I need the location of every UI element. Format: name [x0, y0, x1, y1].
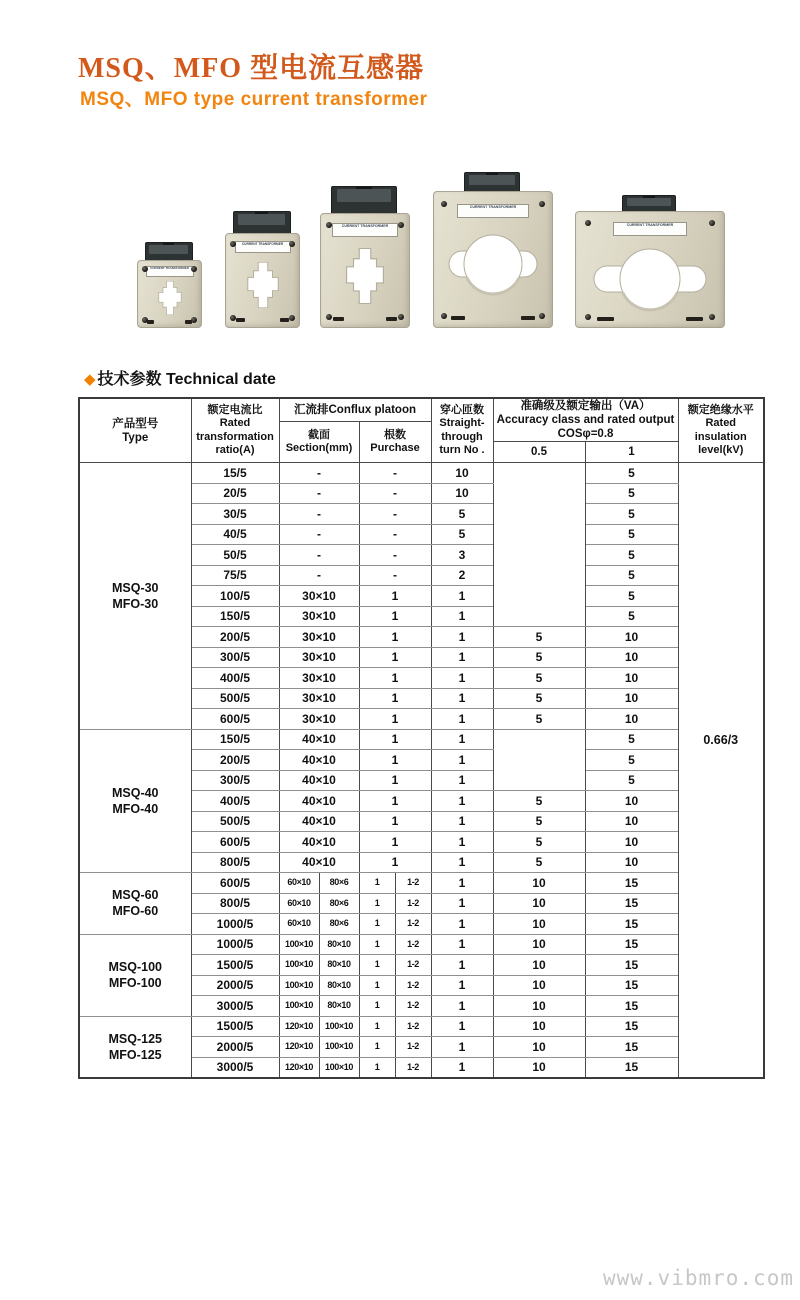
va05-cell: 5: [493, 668, 585, 689]
va1-cell: 5: [585, 545, 678, 566]
section-cell: 120×10: [279, 1016, 319, 1037]
va05-cell: 5: [493, 627, 585, 648]
type-cell: MSQ-60 MFO-60: [79, 873, 191, 935]
va1-cell: 15: [585, 1057, 678, 1078]
ratio-cell: 75/5: [191, 565, 279, 586]
section-cell: 40×10: [279, 832, 359, 853]
va05-cell: 5: [493, 647, 585, 668]
turns-cell: 1: [431, 750, 493, 771]
va05-cell: 10: [493, 934, 585, 955]
product-photo-5: [575, 200, 723, 328]
product-label: CURRENT TRANSFORMER: [235, 241, 291, 253]
header-acc-05: 0.5: [493, 442, 585, 463]
product-label: CURRENT TRANSFORMER: [613, 222, 687, 236]
purchase-cell: 1: [359, 852, 431, 873]
turns-cell: 1: [431, 893, 493, 914]
mount-slot: [386, 317, 397, 321]
header-insulation: 额定绝缘水平 Rated insulation level(kV): [678, 398, 764, 463]
section-cell: 60×10: [279, 873, 319, 894]
va05-cell: 5: [493, 688, 585, 709]
mount-slot: [686, 317, 704, 321]
header-acc-1: 1: [585, 442, 678, 463]
mount-slot: [597, 317, 615, 321]
mount-slot: [147, 320, 155, 324]
section-heading: [84, 366, 276, 389]
va1-cell: 10: [585, 709, 678, 730]
turns-cell: 5: [431, 504, 493, 525]
purchase-cell: 1: [359, 1016, 395, 1037]
section-cell: 80×10: [319, 955, 359, 976]
turns-cell: 1: [431, 1057, 493, 1078]
section-cell: 100×10: [279, 955, 319, 976]
va05-cell: 5: [493, 791, 585, 812]
va05-cell: 10: [493, 1016, 585, 1037]
ratio-cell: 600/5: [191, 873, 279, 894]
ratio-cell: 500/5: [191, 811, 279, 832]
mount-slot: [185, 320, 193, 324]
product-photo-3: [320, 185, 408, 328]
stepped-aperture-icon: [244, 262, 282, 308]
screw-icon: [585, 220, 591, 226]
mount-slot: [333, 317, 344, 321]
section-cell: 80×6: [319, 893, 359, 914]
stepped-aperture-icon: [156, 281, 184, 315]
purchase-cell: 1-2: [395, 1037, 431, 1058]
screw-icon: [191, 266, 197, 272]
purchase-cell: 1-2: [395, 975, 431, 996]
va05-cell: 10: [493, 914, 585, 935]
turns-cell: 1: [431, 996, 493, 1017]
screw-icon: [191, 317, 197, 323]
type-cell: MSQ-125 MFO-125: [79, 1016, 191, 1078]
screw-icon: [441, 313, 447, 319]
section-cell: 60×10: [279, 893, 319, 914]
va1-cell: 15: [585, 873, 678, 894]
purchase-cell: 1: [359, 750, 431, 771]
va1-cell: 15: [585, 1016, 678, 1037]
turns-cell: 1: [431, 668, 493, 689]
va1-cell: 5: [585, 750, 678, 771]
ratio-cell: 150/5: [191, 606, 279, 627]
turns-cell: 1: [431, 811, 493, 832]
ratio-cell: 200/5: [191, 750, 279, 771]
mount-slot: [521, 316, 535, 320]
turns-cell: 5: [431, 524, 493, 545]
page-title: MSQ、MFO 型电流互感器: [78, 53, 425, 84]
purchase-cell: 1: [359, 1057, 395, 1078]
section-cell: 80×6: [319, 873, 359, 894]
screw-icon: [230, 241, 236, 247]
purchase-cell: 1: [359, 873, 395, 894]
ratio-cell: 600/5: [191, 832, 279, 853]
va1-cell: 5: [585, 770, 678, 791]
product-photo-1: [137, 238, 200, 328]
type-cell: MSQ-30 MFO-30: [79, 463, 191, 730]
va1-cell: 15: [585, 1037, 678, 1058]
purchase-cell: 1-2: [395, 955, 431, 976]
purchase-cell: 1: [359, 914, 395, 935]
tech-table: [78, 397, 765, 1079]
va1-cell: 10: [585, 668, 678, 689]
va05-cell: 5: [493, 709, 585, 730]
purchase-cell: 1: [359, 791, 431, 812]
ratio-cell: 400/5: [191, 791, 279, 812]
insulation-cell: 0.66/3: [678, 463, 764, 1079]
section-cell: 40×10: [279, 791, 359, 812]
section-title: 技术参数 Technical date: [97, 371, 276, 388]
section-cell: 30×10: [279, 647, 359, 668]
mount-slot: [236, 318, 245, 322]
purchase-cell: 1: [359, 668, 431, 689]
screw-icon: [289, 315, 295, 321]
screw-icon: [326, 314, 332, 320]
ratio-cell: 500/5: [191, 688, 279, 709]
va05-cell: 10: [493, 975, 585, 996]
turns-cell: 1: [431, 934, 493, 955]
turns-cell: 1: [431, 955, 493, 976]
section-cell: -: [279, 483, 359, 504]
va1-cell: 15: [585, 914, 678, 935]
section-cell: 100×10: [279, 934, 319, 955]
va05-cell: [493, 729, 585, 791]
va05-cell: 5: [493, 811, 585, 832]
turns-cell: 1: [431, 1016, 493, 1037]
turns-cell: 10: [431, 483, 493, 504]
va1-cell: 5: [585, 565, 678, 586]
purchase-cell: 1-2: [395, 1016, 431, 1037]
diamond-icon: ◆: [84, 371, 96, 388]
section-cell: 80×10: [319, 975, 359, 996]
ratio-cell: 2000/5: [191, 975, 279, 996]
ratio-cell: 300/5: [191, 770, 279, 791]
screw-icon: [709, 314, 715, 320]
va1-cell: 5: [585, 463, 678, 484]
ratio-cell: 600/5: [191, 709, 279, 730]
section-cell: 30×10: [279, 627, 359, 648]
header-conflux: 汇流排Conflux platoon: [279, 398, 431, 422]
section-cell: 120×10: [279, 1037, 319, 1058]
purchase-cell: 1: [359, 729, 431, 750]
table-row: [79, 1016, 764, 1037]
va1-cell: 5: [585, 504, 678, 525]
ratio-cell: 100/5: [191, 586, 279, 607]
purchase-cell: 1: [359, 606, 431, 627]
product-label: CURRENT TRANSFORMER: [332, 223, 398, 237]
section-cell: -: [279, 545, 359, 566]
purchase-cell: 1-2: [395, 893, 431, 914]
purchase-cell: 1: [359, 586, 431, 607]
product-photo-2: [225, 210, 298, 328]
va05-cell: 10: [493, 893, 585, 914]
ratio-cell: 2000/5: [191, 1037, 279, 1058]
ratio-cell: 15/5: [191, 463, 279, 484]
section-cell: 30×10: [279, 606, 359, 627]
section-cell: 100×10: [279, 996, 319, 1017]
ratio-cell: 150/5: [191, 729, 279, 750]
transformer-body: [225, 233, 300, 328]
section-cell: 30×10: [279, 709, 359, 730]
turns-cell: 1: [431, 770, 493, 791]
section-cell: 100×10: [319, 1037, 359, 1058]
va1-cell: 5: [585, 606, 678, 627]
va1-cell: 15: [585, 934, 678, 955]
round-aperture-icon: [592, 246, 708, 312]
section-cell: 100×10: [279, 975, 319, 996]
ratio-cell: 1000/5: [191, 934, 279, 955]
turns-cell: 1: [431, 852, 493, 873]
va05-cell: [493, 463, 585, 627]
watermark: www.vibmro.com: [602, 1266, 794, 1290]
turns-cell: 2: [431, 565, 493, 586]
header-ratio: 额定电流比 Rated transformation ratio(A): [191, 398, 279, 463]
purchase-cell: 1: [359, 975, 395, 996]
turns-cell: 1: [431, 873, 493, 894]
va05-cell: 10: [493, 996, 585, 1017]
va05-cell: 5: [493, 852, 585, 873]
ratio-cell: 30/5: [191, 504, 279, 525]
page-subtitle: MSQ、MFO type current transformer: [80, 89, 428, 110]
section-cell: -: [279, 524, 359, 545]
section-cell: 40×10: [279, 811, 359, 832]
va05-cell: 5: [493, 832, 585, 853]
ratio-cell: 300/5: [191, 647, 279, 668]
va1-cell: 15: [585, 996, 678, 1017]
turns-cell: 1: [431, 1037, 493, 1058]
header-type: 产品型号 Type: [79, 398, 191, 463]
ratio-cell: 1500/5: [191, 1016, 279, 1037]
screw-icon: [398, 222, 404, 228]
purchase-cell: 1-2: [395, 934, 431, 955]
purchase-cell: 1: [359, 647, 431, 668]
section-cell: 30×10: [279, 586, 359, 607]
section-cell: 80×10: [319, 996, 359, 1017]
product-label: CURRENT TRANSFORMER: [146, 266, 194, 277]
section-cell: 120×10: [279, 1057, 319, 1078]
va1-cell: 10: [585, 811, 678, 832]
purchase-cell: 1-2: [395, 996, 431, 1017]
purchase-cell: 1: [359, 832, 431, 853]
ratio-cell: 40/5: [191, 524, 279, 545]
turns-cell: 1: [431, 606, 493, 627]
table-row: [79, 729, 764, 750]
purchase-cell: 1: [359, 996, 395, 1017]
purchase-cell: -: [359, 565, 431, 586]
va1-cell: 5: [585, 586, 678, 607]
ratio-cell: 400/5: [191, 668, 279, 689]
va1-cell: 5: [585, 483, 678, 504]
va05-cell: 10: [493, 873, 585, 894]
va1-cell: 10: [585, 627, 678, 648]
type-cell: MSQ-100 MFO-100: [79, 934, 191, 1016]
ratio-cell: 1500/5: [191, 955, 279, 976]
screw-icon: [441, 201, 447, 207]
turns-cell: 1: [431, 709, 493, 730]
product-label: CURRENT TRANSFORMER: [457, 204, 529, 218]
turns-cell: 1: [431, 627, 493, 648]
purchase-cell: -: [359, 504, 431, 525]
mount-slot: [280, 318, 289, 322]
screw-icon: [539, 201, 545, 207]
va1-cell: 5: [585, 729, 678, 750]
ratio-cell: 3000/5: [191, 996, 279, 1017]
va05-cell: 10: [493, 1037, 585, 1058]
turns-cell: 1: [431, 832, 493, 853]
va1-cell: 10: [585, 688, 678, 709]
purchase-cell: 1: [359, 955, 395, 976]
section-cell: 100×10: [319, 1057, 359, 1078]
ratio-cell: 50/5: [191, 545, 279, 566]
va1-cell: 15: [585, 893, 678, 914]
purchase-cell: 1-2: [395, 914, 431, 935]
product-photos: [0, 160, 800, 328]
purchase-cell: 1: [359, 627, 431, 648]
section-cell: -: [279, 463, 359, 484]
purchase-cell: -: [359, 545, 431, 566]
va1-cell: 5: [585, 524, 678, 545]
ratio-cell: 200/5: [191, 627, 279, 648]
turns-cell: 1: [431, 647, 493, 668]
purchase-cell: 1: [359, 811, 431, 832]
ratio-cell: 20/5: [191, 483, 279, 504]
section-cell: -: [279, 504, 359, 525]
purchase-cell: -: [359, 463, 431, 484]
header-purchase: 根数 Purchase: [359, 422, 431, 463]
turns-cell: 1: [431, 586, 493, 607]
screw-icon: [142, 266, 148, 272]
turns-cell: 1: [431, 729, 493, 750]
mount-slot: [451, 316, 465, 320]
stepped-aperture-icon: [342, 248, 388, 304]
purchase-cell: 1-2: [395, 1057, 431, 1078]
table-row: [79, 934, 764, 955]
purchase-cell: 1: [359, 934, 395, 955]
ratio-cell: 3000/5: [191, 1057, 279, 1078]
screw-icon: [709, 220, 715, 226]
turns-cell: 1: [431, 791, 493, 812]
va1-cell: 15: [585, 955, 678, 976]
ratio-cell: 1000/5: [191, 914, 279, 935]
purchase-cell: -: [359, 524, 431, 545]
turns-cell: 3: [431, 545, 493, 566]
section-cell: 80×10: [319, 934, 359, 955]
table-row: [79, 463, 764, 484]
va1-cell: 10: [585, 852, 678, 873]
turns-cell: 1: [431, 688, 493, 709]
section-cell: 40×10: [279, 852, 359, 873]
turns-cell: 1: [431, 975, 493, 996]
section-cell: 80×6: [319, 914, 359, 935]
purchase-cell: 1: [359, 770, 431, 791]
purchase-cell: 1: [359, 688, 431, 709]
section-cell: 40×10: [279, 729, 359, 750]
section-cell: 30×10: [279, 668, 359, 689]
va05-cell: 10: [493, 955, 585, 976]
type-cell: MSQ-40 MFO-40: [79, 729, 191, 873]
va1-cell: 10: [585, 791, 678, 812]
product-photo-4: [433, 180, 551, 328]
section-cell: 40×10: [279, 770, 359, 791]
screw-icon: [289, 241, 295, 247]
va1-cell: 10: [585, 832, 678, 853]
round-aperture-icon: [447, 232, 539, 296]
transformer-body: [320, 213, 410, 328]
turns-cell: 10: [431, 463, 493, 484]
ratio-cell: 800/5: [191, 852, 279, 873]
section-cell: 60×10: [279, 914, 319, 935]
section-cell: 30×10: [279, 688, 359, 709]
table-row: [79, 873, 764, 894]
header-section: 截面 Section(mm): [279, 422, 359, 463]
section-cell: 100×10: [319, 1016, 359, 1037]
transformer-body: [137, 260, 202, 328]
ratio-cell: 800/5: [191, 893, 279, 914]
screw-icon: [398, 314, 404, 320]
va1-cell: 15: [585, 975, 678, 996]
section-cell: -: [279, 565, 359, 586]
purchase-cell: 1: [359, 1037, 395, 1058]
transformer-body: [433, 191, 553, 328]
screw-icon: [539, 313, 545, 319]
header-turns: 穿心匝数 Straight- through turn No .: [431, 398, 493, 463]
va05-cell: 10: [493, 1057, 585, 1078]
screw-icon: [585, 314, 591, 320]
purchase-cell: -: [359, 483, 431, 504]
purchase-cell: 1-2: [395, 873, 431, 894]
va1-cell: 10: [585, 647, 678, 668]
purchase-cell: 1: [359, 709, 431, 730]
transformer-body: [575, 211, 725, 328]
section-cell: 40×10: [279, 750, 359, 771]
turns-cell: 1: [431, 914, 493, 935]
header-accuracy: 准确级及额定输出（VA） Accuracy class and rated output COSφ=0.8: [493, 398, 678, 442]
purchase-cell: 1: [359, 893, 395, 914]
